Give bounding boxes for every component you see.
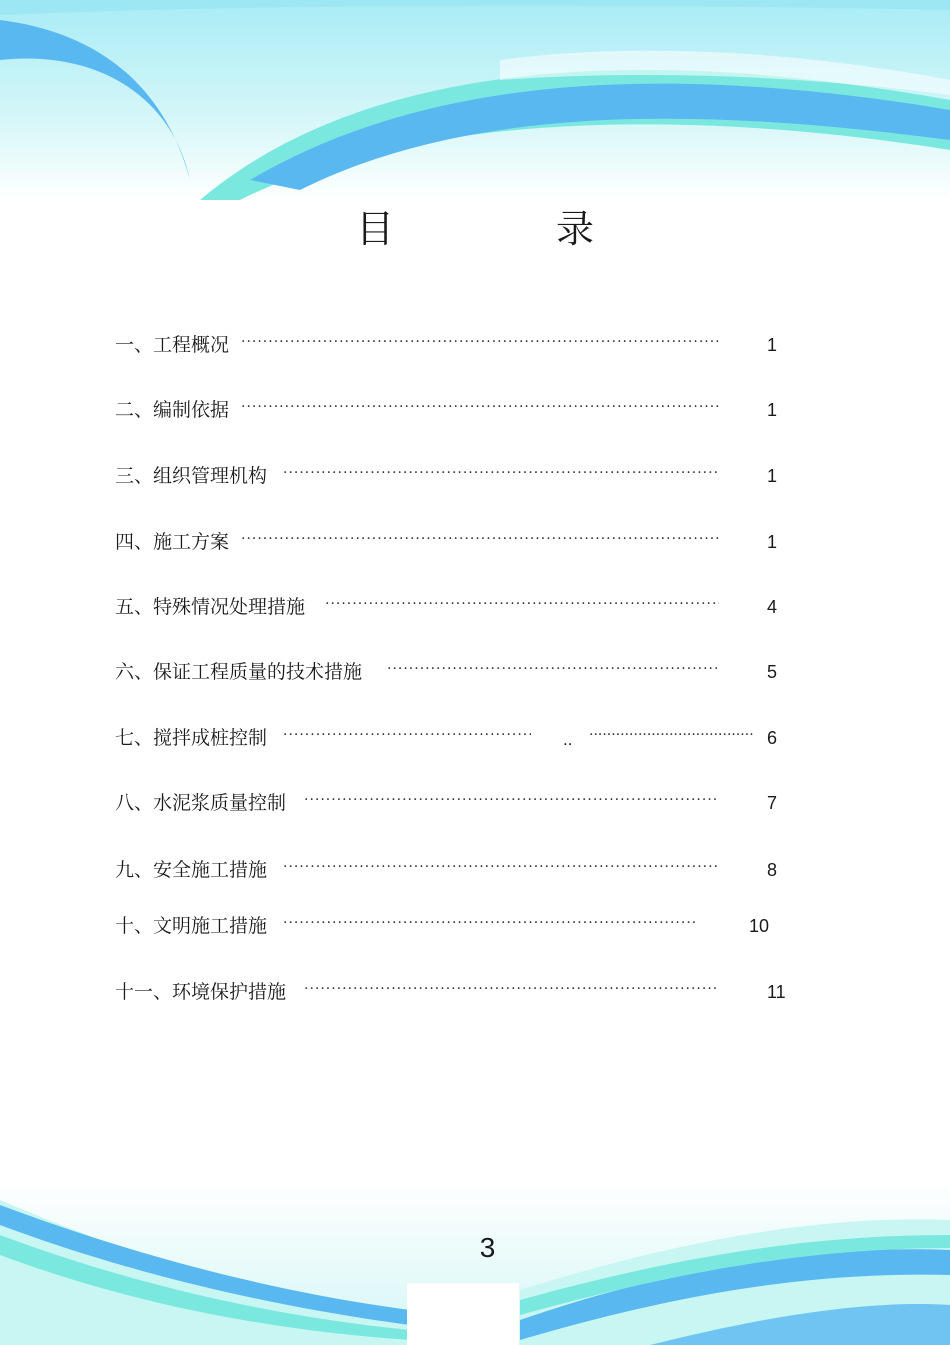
toc-entry-label: 二、编制依据 xyxy=(115,399,230,421)
toc-entry-label: 九、安全施工措施 xyxy=(115,859,268,881)
toc-entry-page: 11 xyxy=(767,982,786,1002)
toc-entry-page: 4 xyxy=(767,597,778,617)
toc-leader-dots xyxy=(283,852,719,882)
toc-leader-dots xyxy=(325,589,719,619)
toc-entry-gap-marker: .. xyxy=(563,730,573,749)
toc-entry-page: 10 xyxy=(749,916,770,936)
toc-entry[interactable] xyxy=(115,723,795,753)
toc-entry-label: 八、水泥浆质量控制 xyxy=(115,792,287,814)
toc-entry-label: 四、施工方案 xyxy=(115,531,230,553)
toc-entry[interactable] xyxy=(115,855,795,885)
toc-entry-page: 1 xyxy=(767,400,778,420)
toc-entry-page: 1 xyxy=(767,466,778,486)
toc-entry-label: 一、工程概况 xyxy=(115,334,230,356)
toc-entry-label: 十一、环境保护措施 xyxy=(115,981,287,1003)
toc-leader-dots xyxy=(283,908,697,938)
toc-entry-page: 1 xyxy=(767,532,778,552)
toc-entry[interactable] xyxy=(115,330,795,360)
toc-entry-label: 十、文明施工措施 xyxy=(115,915,268,937)
toc-leader-dots xyxy=(241,524,719,554)
toc-entry-label: 六、保证工程质量的技术措施 xyxy=(115,661,363,683)
toc-entry-page: 1 xyxy=(767,335,778,355)
toc-entry-page: 7 xyxy=(767,793,778,813)
toc-entry-label: 七、搅拌成桩控制 xyxy=(115,727,268,749)
toc-entry-label: 三、组织管理机构 xyxy=(115,465,268,487)
toc-entry[interactable] xyxy=(115,788,795,818)
toc-entry-page: 8 xyxy=(767,860,778,880)
toc-leader-dots xyxy=(241,327,719,357)
page-number: 3 xyxy=(479,1232,496,1263)
toc-entry[interactable] xyxy=(115,977,795,1007)
toc-leader-dots xyxy=(304,785,719,815)
toc-entry-label: 五、特殊情况处理措施 xyxy=(115,596,306,618)
toc-leader-dots xyxy=(241,392,719,422)
toc-leader-dots xyxy=(304,974,719,1004)
toc-leader-dots xyxy=(283,720,531,750)
toc-entry[interactable] xyxy=(115,527,795,557)
toc-entry[interactable] xyxy=(115,461,795,491)
toc-leader-dots xyxy=(589,720,753,750)
toc-entry[interactable] xyxy=(115,911,795,941)
toc-entry[interactable] xyxy=(115,592,795,622)
document-title: 目 录 xyxy=(355,207,656,251)
toc-entry[interactable] xyxy=(115,657,795,687)
toc-entry-page: 6 xyxy=(767,728,778,748)
toc-entry[interactable] xyxy=(115,395,795,425)
toc-entry-page: 5 xyxy=(767,662,778,682)
toc-leader-dots xyxy=(387,654,719,684)
toc-leader-dots xyxy=(283,458,719,488)
